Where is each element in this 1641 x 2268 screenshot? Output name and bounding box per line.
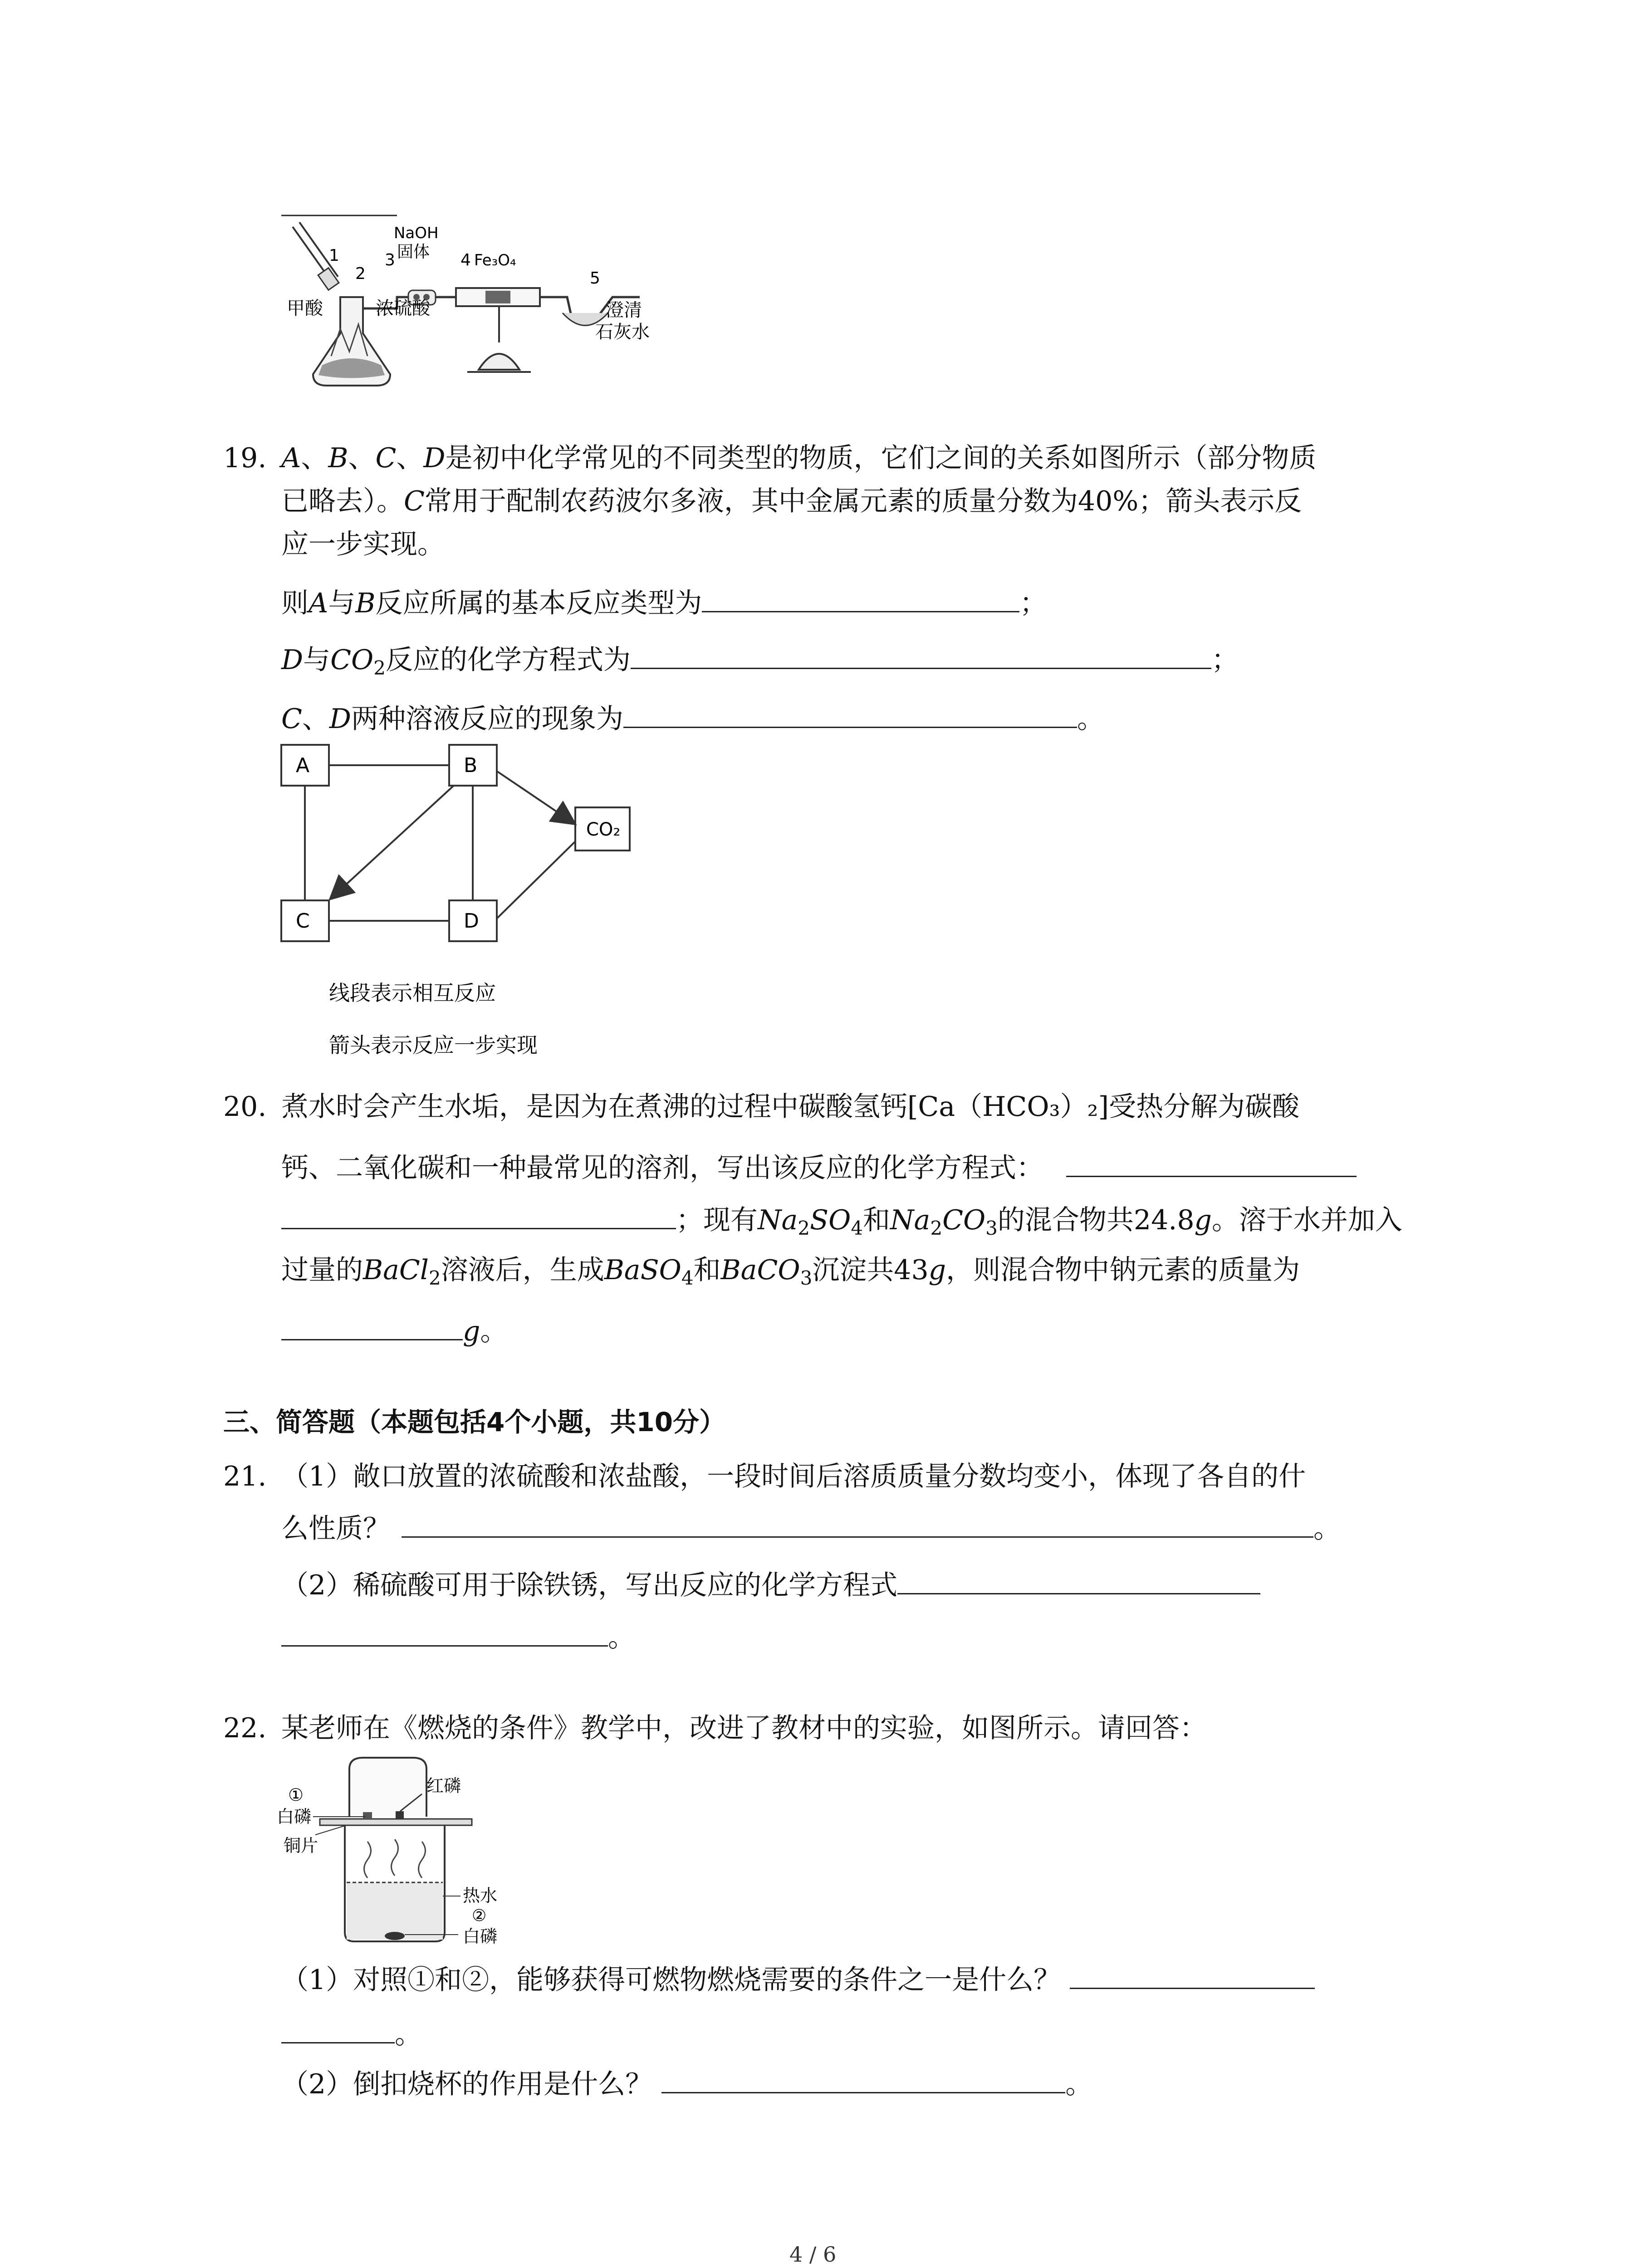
q20-blank-sodium-mass[interactable] [281, 1311, 463, 1340]
svg-text:D: D [464, 909, 479, 933]
svg-text:A: A [296, 754, 310, 777]
apparatus-figure [272, 206, 681, 397]
q20-number: 20. [223, 1091, 267, 1123]
label-3: 3 [385, 251, 395, 269]
q19-blank-equation[interactable] [631, 640, 1211, 669]
q20-line1: 煮水时会产生水垢，是因为在煮沸的过程中碳酸氢钙[Ca（HCO₃）₂]受热分解为碳酸 [281, 1091, 1300, 1123]
q19-line6: C、D两种溶液反应的现象为 。 [281, 699, 1104, 737]
label-solid: 固体 [397, 243, 430, 261]
svg-text:白磷: 白磷 [463, 1926, 498, 1946]
label-formic-acid: 甲酸 [287, 298, 323, 319]
q19-diagram [272, 739, 635, 1057]
label-fe3o4: Fe₃O₄ [474, 251, 516, 269]
q19-number: 19. [223, 442, 267, 474]
q20-line5: g。 [281, 1311, 507, 1349]
label-limewater-2: 石灰水 [595, 322, 650, 342]
q19-line3 [281, 526, 445, 562]
q22-line1: 某老师在《燃烧的条件》教学中，改进了教材中的实验，如图所示。请回答： [281, 1712, 1207, 1744]
svg-text:①: ① [288, 1785, 304, 1805]
q19-blank-phenomenon[interactable] [623, 699, 1077, 728]
section3-title: 三、简答题（本题包括4个小题，共10分） [223, 1407, 726, 1437]
q19-line5: D与$CO_2$反应的化学方程式为 ； [281, 640, 1239, 678]
svg-text:②: ② [472, 1906, 487, 1925]
q20-blank-equation-1[interactable] [1066, 1148, 1357, 1177]
q19-text1: 是初中化学常见的不同类型的物质，它们之间的关系如图所示（部分物质 [445, 442, 1317, 474]
svg-text:铜片: 铜片 [284, 1836, 318, 1856]
label-limewater-1: 澄清 [606, 300, 642, 321]
q20-blank-equation-2[interactable] [281, 1200, 676, 1229]
q19-text2b: 常用于配制农药波尔多液，其中金属元素的质量分数为40%；箭头表示反 [424, 485, 1302, 517]
label-1: 1 [329, 246, 339, 265]
q21-line2: 么性质？ 。 [281, 1508, 1341, 1547]
svg-text:C: C [296, 909, 310, 933]
label-conc-h2so4: 浓硫酸 [376, 298, 430, 319]
label-naoh: NaOH [394, 224, 439, 242]
q19-text2: 已略去）。 [281, 485, 404, 517]
label-4: 4 [460, 251, 471, 269]
q22-sub2: （2）倒扣烧杯的作用是什么？ 。 [281, 2064, 1092, 2102]
svg-text:热水: 热水 [463, 1886, 498, 1906]
svg-text:CO₂: CO₂ [586, 819, 621, 840]
q22-blank-beaker-role[interactable] [661, 2064, 1065, 2093]
q22-sub1: （1）对照①和②，能够获得可燃物燃烧需要的条件之一是什么？ [281, 1960, 1315, 1998]
q19-text3: 应一步实现。 [281, 528, 445, 560]
q21-blank-equation-1[interactable] [897, 1565, 1260, 1594]
q21-blank-equation-2[interactable] [281, 1617, 608, 1647]
q21-blank-properties[interactable] [402, 1508, 1313, 1538]
svg-text:红磷: 红磷 [426, 1776, 461, 1796]
q22-number: 22. [223, 1712, 267, 1744]
q19-line1: A、B、C、D是初中化学常见的不同类型的物质，它们之间的关系如图所示（部分物质 [281, 442, 1317, 474]
svg-text:B: B [464, 754, 478, 777]
q19-blank-reaction-type[interactable] [702, 583, 1019, 612]
q20-line4: 过量的BaCl$_2$溶液后，生成BaSO$_4$和BaCO$_3$沉淀共43g，则混合物中钠元素的质量为 [281, 1254, 1300, 1289]
q19-line2: 已略去）。C常用于配制农药波尔多液，其中金属元素的质量分数为40%；箭头表示反 [281, 485, 1302, 517]
q20-line2: 钙、二氧化碳和一种最常见的溶剂，写出该反应的化学方程式： [281, 1148, 1357, 1186]
label-5: 5 [590, 269, 600, 288]
q19-line4: 则A与B反应所属的基本反应类型为 ； [281, 583, 1047, 621]
page-number: 4 / 6 [789, 2242, 837, 2267]
q22-blank-condition-1[interactable] [1070, 1960, 1315, 1989]
legend-arrow: 箭头表示反应一步实现 [329, 1033, 538, 1057]
q21-line4: 。 [281, 1617, 635, 1656]
q22-sub1-cont: 。 [281, 2014, 422, 2053]
q20-line3: ；现有$Na_2SO_4$和$Na_2CO_3$的混合物共24.8g。溶于水并加入 [281, 1200, 1402, 1238]
legend-line: 线段表示相互反应 [329, 981, 496, 1005]
q22-combustion-figure [277, 1751, 531, 1950]
q21-line1: （1）敞口放置的浓硫酸和浓盐酸，一段时间后溶质质量分数均变小，体现了各自的什 [281, 1461, 1306, 1492]
q22-blank-condition-2[interactable] [281, 2014, 395, 2043]
q21-line3: （2）稀硫酸可用于除铁锈，写出反应的化学方程式 [281, 1565, 1260, 1603]
q21-number: 21. [223, 1461, 267, 1492]
label-2: 2 [355, 264, 366, 283]
svg-text:白磷: 白磷 [277, 1807, 312, 1827]
